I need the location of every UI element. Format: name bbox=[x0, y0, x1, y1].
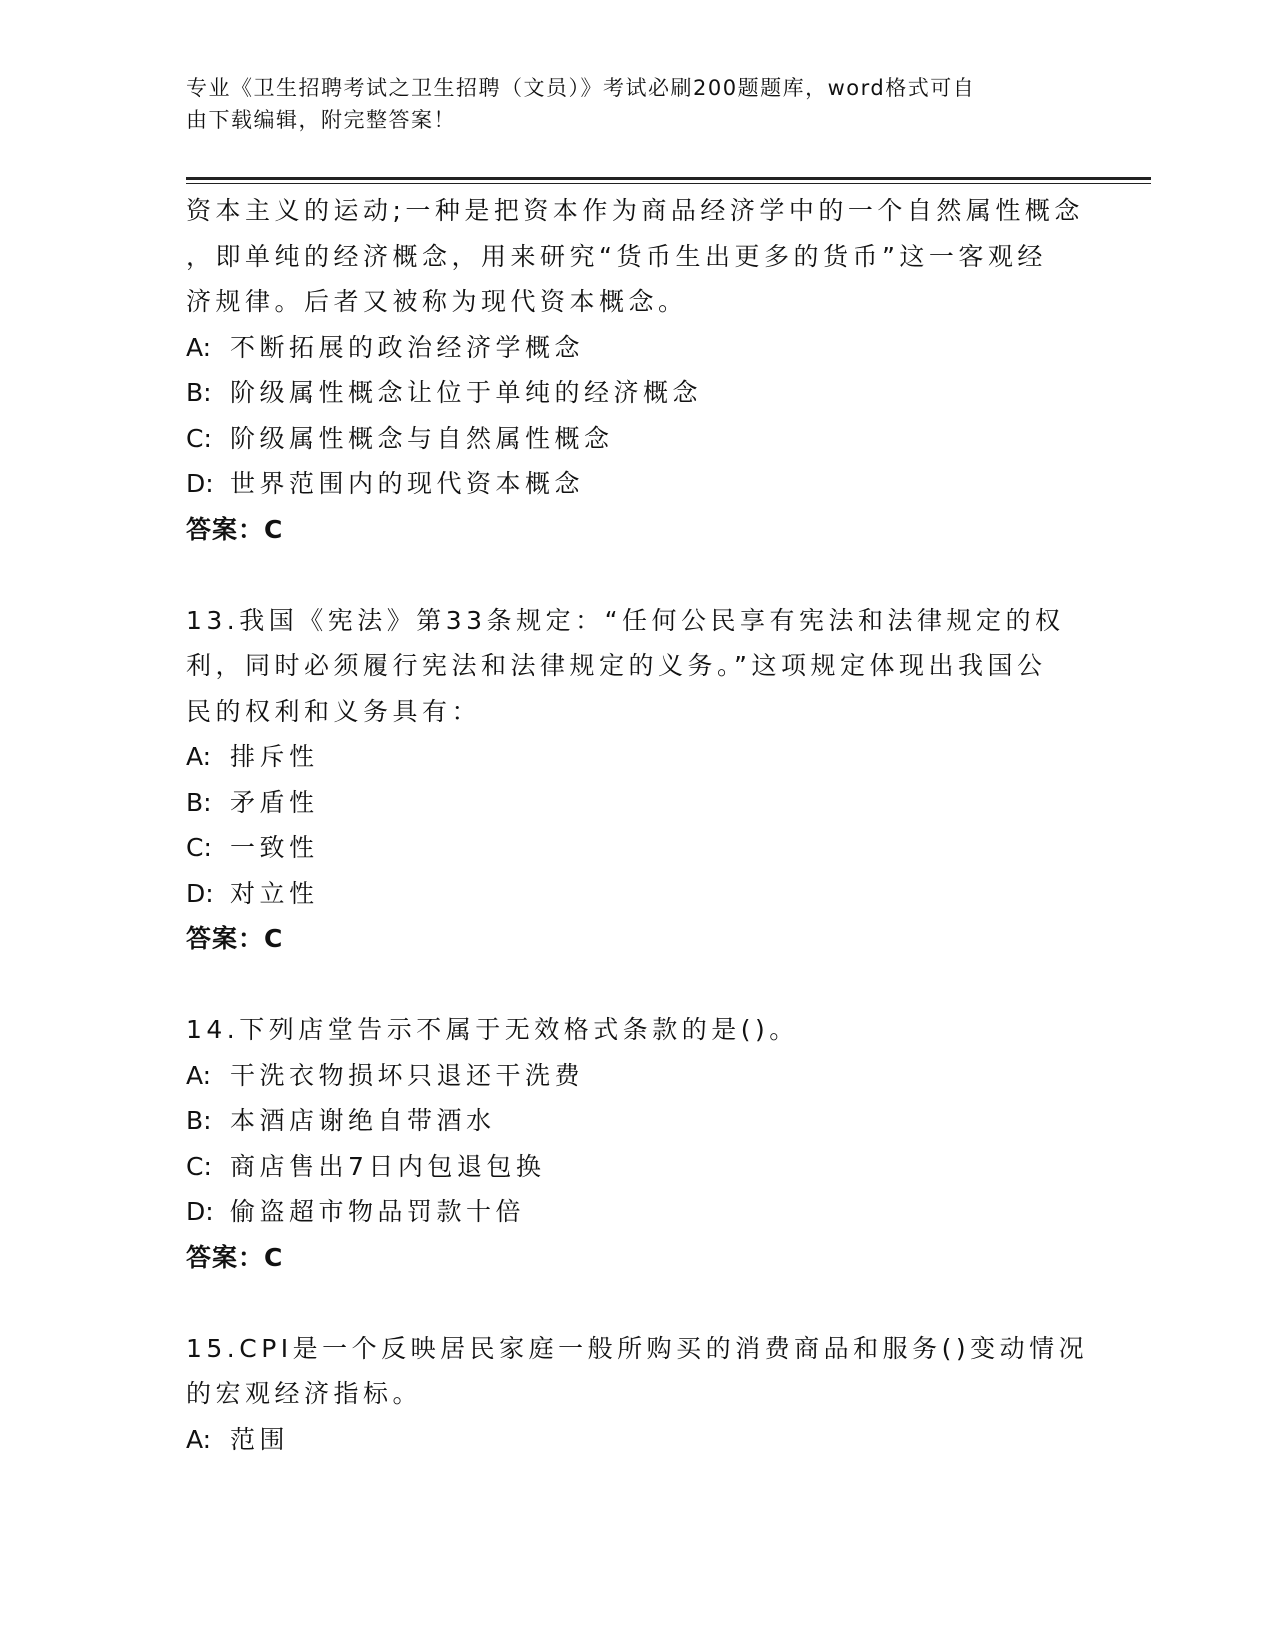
question-content bbox=[186, 188, 1089, 1462]
option-letter: B: bbox=[186, 787, 212, 817]
header-rule-thick bbox=[186, 177, 1151, 180]
option-a bbox=[186, 1417, 1086, 1463]
question-block-12 bbox=[186, 188, 1086, 552]
option-letter: A: bbox=[186, 332, 212, 362]
question-text-line: 的宏观经济指标。 bbox=[186, 1379, 423, 1408]
option-letter: B: bbox=[186, 1106, 212, 1135]
option-c bbox=[186, 1144, 1086, 1190]
document-header bbox=[186, 72, 1066, 136]
option-letter: A: bbox=[186, 1424, 212, 1454]
option-a bbox=[186, 325, 1086, 371]
option-letter: C: bbox=[186, 833, 212, 862]
header-line-2: 由下载编辑，附完整答案！ bbox=[186, 108, 456, 132]
answer-line: 答案：C bbox=[186, 514, 284, 544]
spacer bbox=[186, 962, 1086, 1008]
option-letter: A: bbox=[186, 1060, 212, 1090]
answer-line: 答案：C bbox=[186, 924, 284, 953]
option-d bbox=[186, 871, 1086, 917]
option-b bbox=[186, 1098, 1086, 1144]
question-text-line: 13.我国《宪法》第33条规定：“任何公民享有宪法和法律规定的权 bbox=[186, 605, 1065, 635]
question-text-line: 15.CPI是一个反映居民家庭一般所购买的消费商品和服务()变动情况 bbox=[186, 1333, 1089, 1363]
option-c bbox=[186, 825, 1086, 871]
option-letter: C: bbox=[186, 1151, 212, 1181]
option-text: 商店售出7日内包退包换 bbox=[230, 1151, 546, 1181]
option-a bbox=[186, 734, 1086, 780]
option-c bbox=[186, 416, 1086, 462]
option-letter: C: bbox=[186, 423, 212, 453]
option-b bbox=[186, 370, 1086, 416]
header-line-1: 专业《卫生招聘考试之卫生招聘（文员）》考试必刷200题题库，word格式可自 bbox=[186, 76, 976, 100]
option-text: 一致性 bbox=[230, 833, 319, 862]
option-text: 对立性 bbox=[230, 878, 319, 908]
option-a bbox=[186, 1053, 1086, 1099]
option-letter: D: bbox=[186, 1197, 214, 1226]
option-text: 世界范围内的现代资本概念 bbox=[230, 469, 585, 498]
question-text-line: 14.下列店堂告示不属于无效格式条款的是()。 bbox=[186, 1015, 799, 1044]
option-b bbox=[186, 780, 1086, 826]
option-text: 矛盾性 bbox=[230, 787, 319, 817]
option-text: 不断拓展的政治经济学概念 bbox=[230, 332, 585, 362]
question-text-line: ，即单纯的经济概念，用来研究“货币生出更多的货币”这一客观经 bbox=[186, 241, 1047, 271]
question-block-15 bbox=[186, 1326, 1089, 1463]
option-text: 阶级属性概念让位于单纯的经济概念 bbox=[230, 378, 703, 407]
question-text-line: 利，同时必须履行宪法和法律规定的义务。”这项规定体现出我国公 bbox=[186, 651, 1047, 680]
spacer bbox=[186, 1280, 1086, 1326]
option-letter: D: bbox=[186, 469, 214, 498]
question-block-14 bbox=[186, 1007, 1086, 1280]
question-text-line: 济规律。后者又被称为现代资本概念。 bbox=[186, 287, 688, 316]
question-text-line: 资本主义的运动;一种是把资本作为商品经济学中的一个自然属性概念 bbox=[186, 196, 1084, 225]
option-text: 阶级属性概念与自然属性概念 bbox=[230, 423, 614, 453]
option-text: 干洗衣物损坏只退还干洗费 bbox=[230, 1060, 585, 1090]
option-letter: A: bbox=[186, 742, 212, 771]
option-letter: B: bbox=[186, 378, 212, 407]
option-text: 偷盗超市物品罚款十倍 bbox=[230, 1197, 526, 1226]
question-block-13 bbox=[186, 598, 1086, 962]
option-d bbox=[186, 1189, 1086, 1235]
option-text: 范围 bbox=[230, 1424, 290, 1454]
question-text-line: 民的权利和义务具有： bbox=[186, 696, 482, 726]
spacer bbox=[186, 552, 1086, 598]
answer-line: 答案：C bbox=[186, 1242, 284, 1272]
header-rule-thin bbox=[186, 183, 1151, 184]
option-d bbox=[186, 461, 1086, 507]
option-text: 排斥性 bbox=[230, 742, 319, 771]
option-letter: D: bbox=[186, 878, 214, 908]
option-text: 本酒店谢绝自带酒水 bbox=[230, 1106, 496, 1135]
